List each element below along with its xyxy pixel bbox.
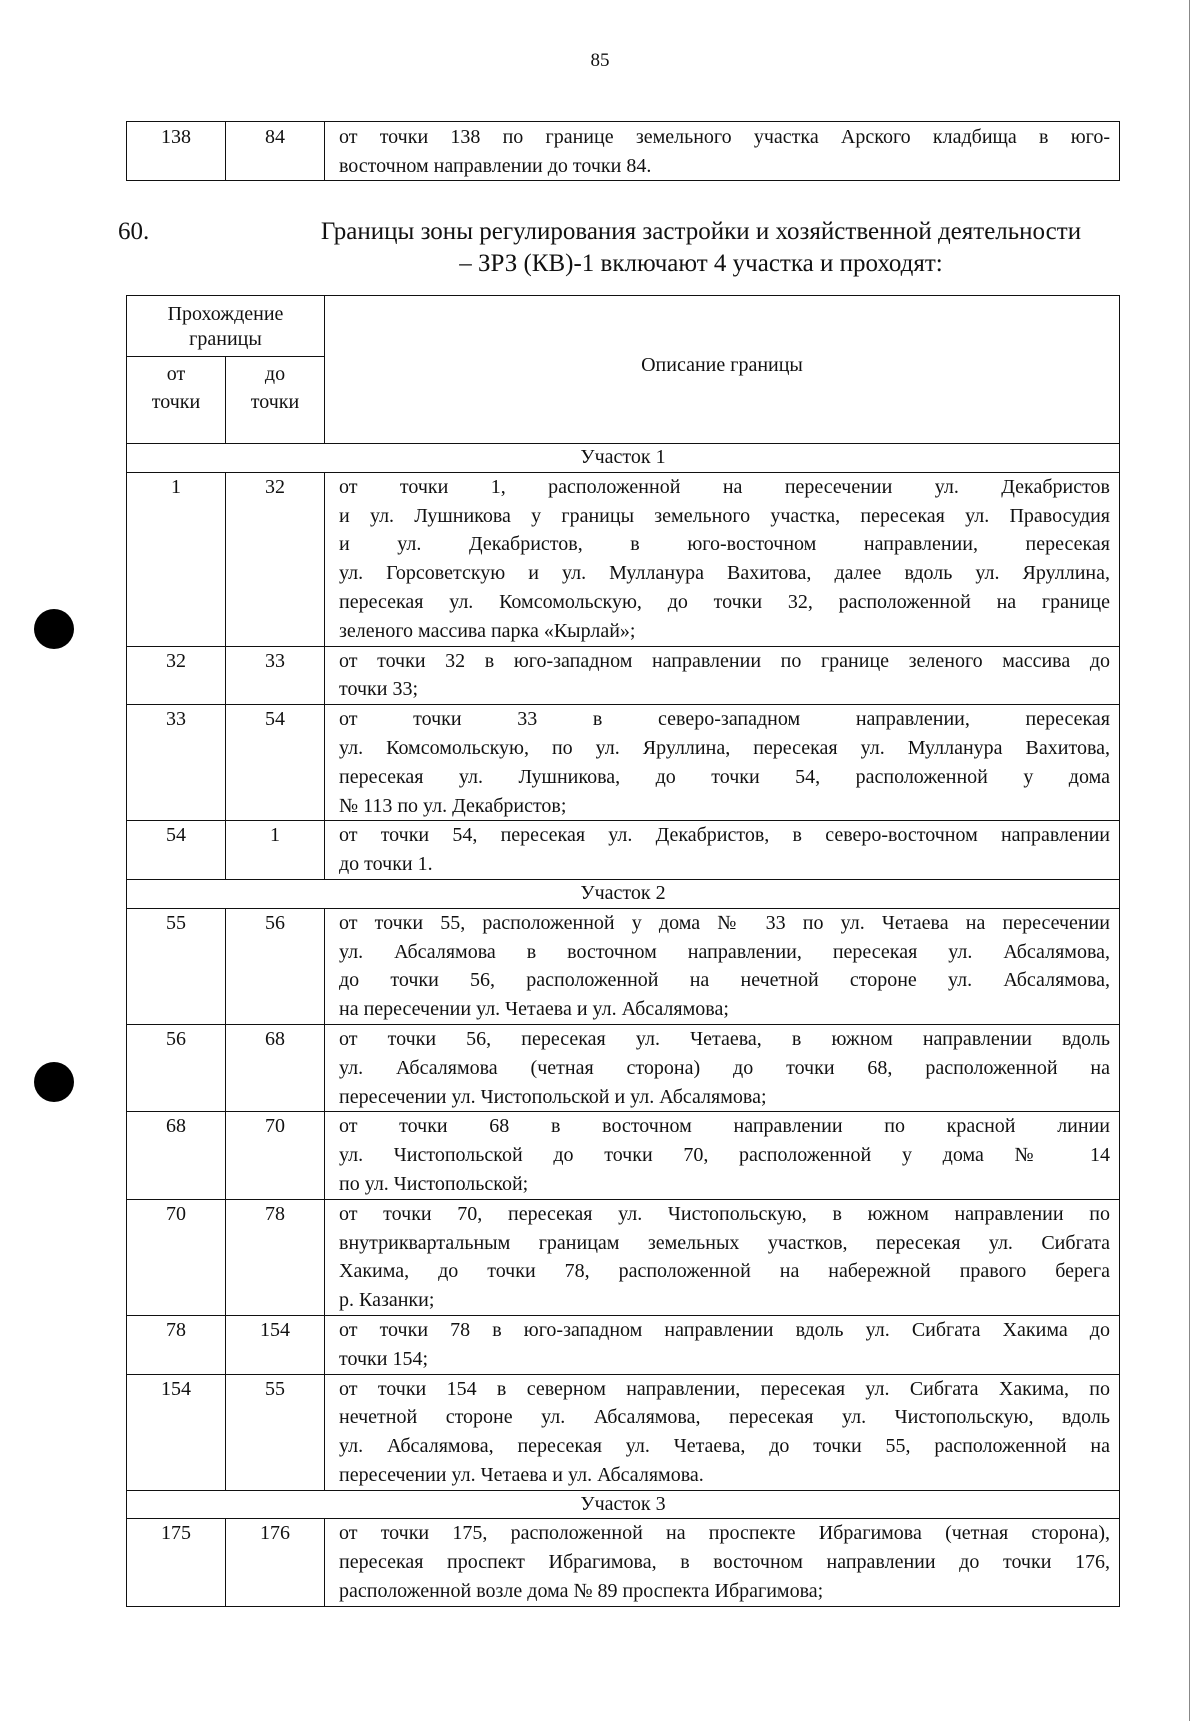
from-point-cell: 154: [127, 1374, 226, 1490]
description-line: от точки 55, расположенной у дома № 33 по ул. Четаева на пересечении: [339, 911, 1110, 934]
description-line: ул. Комсомольскую, по ул. Яруллина, пересекая ул. Мулланура Вахитова,: [339, 736, 1110, 759]
description-line: до точки 1.: [339, 853, 433, 876]
description-line: до точки 56, расположенной на нечетной стороне ул. Абсалямова,: [339, 969, 1110, 992]
description-line: от точки 54, пересекая ул. Декабристов, в северо-восточном направлении: [339, 824, 1110, 847]
description-line: точки 33;: [339, 678, 418, 701]
description-line: от точки 33 в северо-западном направлении, пересекая: [339, 708, 1110, 731]
from-point-cell: 138: [127, 122, 226, 181]
header-group-cell: [127, 296, 325, 357]
table-row: [127, 1112, 1120, 1199]
description-line: от точки 175, расположенной на проспекте Ибрагимова (четная сторона),: [339, 1522, 1110, 1545]
to-point-cell: 68: [226, 1024, 325, 1111]
table-row: [127, 705, 1120, 821]
section-row: [127, 1490, 1120, 1519]
from-point-cell: 78: [127, 1315, 226, 1374]
description-line: № 113 по ул. Декабристов;: [339, 794, 567, 817]
to-point-cell: 33: [226, 646, 325, 705]
description-line: ул. Абсалямова в восточном направлении, пересекая ул. Абсалямова,: [339, 940, 1110, 963]
description-line: точки 154;: [339, 1347, 428, 1370]
section-title-line: – ЗРЗ (КВ)-1 включают 4 участка и проходят:: [459, 250, 943, 277]
to-point-cell: 1: [226, 821, 325, 880]
description-line: нечетной стороне ул. Абсалямова, пересекая ул. Чистопольскую, вдоль: [339, 1406, 1110, 1429]
header-text: Описание границы: [641, 353, 803, 376]
section-row: [127, 879, 1120, 908]
section-row: [127, 444, 1120, 473]
table-row: [127, 472, 1120, 646]
from-point-cell: 33: [127, 705, 226, 821]
description-line: пересечении ул. Четаева и ул. Абсалямова.: [339, 1463, 704, 1486]
to-point-cell: 55: [226, 1374, 325, 1490]
description-line: от точки 1, расположенной на пересечении ул. Декабристов: [339, 475, 1110, 498]
table-row: [127, 1519, 1120, 1606]
header-text: точки: [151, 390, 201, 413]
description-line: расположенной возле дома № 89 проспекта Ибрагимова;: [339, 1580, 824, 1603]
description-line: ул. Абсалямова, пересекая ул. Четаева, до точки 55, расположенной на: [339, 1435, 1110, 1458]
section-title-cell: Участок 3: [127, 1490, 1120, 1519]
from-point-cell: 32: [127, 646, 226, 705]
description-line: пересекая ул. Лушникова, до точки 54, расположенной у дома: [339, 765, 1110, 788]
description-cell: [325, 472, 1120, 646]
to-point-cell: 176: [226, 1519, 325, 1606]
to-point-cell: 84: [226, 122, 325, 181]
description-cell: [325, 1024, 1120, 1111]
table-row: [127, 821, 1120, 880]
table-row: [127, 1374, 1120, 1490]
from-point-cell: 56: [127, 1024, 226, 1111]
from-point-cell: 1: [127, 472, 226, 646]
description-line: от точки 32 в юго-западном направлении по границе зеленого массива до: [339, 649, 1110, 672]
description-cell: [325, 705, 1120, 821]
page-edge: [1189, 0, 1190, 1721]
description-line: от точки 68 в восточном направлении по красной линии: [339, 1115, 1110, 1138]
table-row: [127, 1024, 1120, 1111]
from-point-cell: 54: [127, 821, 226, 880]
punch-hole-mark: [34, 609, 74, 649]
header-text: от: [166, 363, 186, 385]
description-cell: [325, 646, 1120, 705]
description-cell: [325, 122, 1120, 181]
description-cell: [325, 1315, 1120, 1374]
header-to-cell: [226, 357, 325, 444]
to-point-cell: 56: [226, 908, 325, 1024]
section-number: 60.: [118, 218, 150, 245]
from-point-cell: 175: [127, 1519, 226, 1606]
description-cell: [325, 908, 1120, 1024]
description-cell: [325, 1374, 1120, 1490]
page-number: 85: [590, 50, 610, 71]
description-line: по ул. Чистопольской;: [339, 1172, 529, 1195]
punch-hole-mark: [34, 1062, 74, 1102]
description-line: от точки 154 в северном направлении, пересекая ул. Сибгата Хакима, по: [339, 1377, 1110, 1400]
description-line: от точки 56, пересекая ул. Четаева, в южном направлении вдоль: [339, 1027, 1110, 1050]
section-title-cell: Участок 2: [127, 879, 1120, 908]
table-body: [127, 444, 1120, 1607]
description-line: р. Казанки;: [339, 1289, 435, 1312]
description-line: пересечении ул. Чистопольской и ул. Абсалямова;: [339, 1085, 767, 1108]
description-line: от точки 138 по границе земельного участка Арского кладбища в юго-: [339, 126, 1110, 148]
header-text: точки: [250, 390, 300, 413]
header-text: Прохождение: [167, 303, 284, 325]
description-cell: [325, 1519, 1120, 1606]
description-line: зеленого массива парка «Кырлай»;: [339, 619, 636, 642]
description-line: внутриквартальным границам земельных участков, пересекая ул. Сибгата: [339, 1231, 1110, 1254]
table-row: [127, 646, 1120, 705]
description-line: ул. Горсоветскую и ул. Мулланура Вахитова, далее вдоль ул. Яруллина,: [339, 562, 1110, 585]
description-line: от точки 70, пересекая ул. Чистопольскую, в южном направлении по: [339, 1202, 1110, 1225]
description-line: ул. Абсалямова (четная сторона) до точки 68, расположенной на: [339, 1056, 1110, 1079]
section-heading: [118, 216, 1128, 280]
table-row: [127, 1315, 1120, 1374]
description-line: Хакима, до точки 78, расположенной на набережной правого берега: [339, 1260, 1110, 1283]
from-point-cell: 55: [127, 908, 226, 1024]
description-line: пересекая проспект Ибрагимова, в восточном направлении до точки 176,: [339, 1551, 1110, 1574]
description-cell: [325, 1199, 1120, 1315]
description-cell: [325, 821, 1120, 880]
description-line: от точки 78 в юго-западном направлении вдоль ул. Сибгата Хакима до: [339, 1318, 1110, 1341]
from-point-cell: 68: [127, 1112, 226, 1199]
section-title-line: Границы зоны регулирования застройки и хозяйственной деятельности: [320, 218, 1082, 245]
header-text: границы: [189, 327, 262, 350]
header-description-cell: [325, 296, 1120, 444]
to-point-cell: 70: [226, 1112, 325, 1199]
header-text: до: [264, 363, 286, 385]
table-row: [127, 122, 1120, 181]
header-row: [127, 296, 1120, 357]
to-point-cell: 154: [226, 1315, 325, 1374]
to-point-cell: 78: [226, 1199, 325, 1315]
description-line: ул. Чистопольской до точки 70, расположенной у дома № 14: [339, 1144, 1110, 1167]
table-row: [127, 908, 1120, 1024]
description-cell: [325, 1112, 1120, 1199]
header-from-cell: [127, 357, 226, 444]
description-line: и ул. Декабристов, в юго-восточном направлении, пересекая: [339, 533, 1110, 556]
to-point-cell: 32: [226, 472, 325, 646]
continuation-table: [126, 121, 1120, 181]
table-row: [127, 1199, 1120, 1315]
description-line: на пересечении ул. Четаева и ул. Абсалямова;: [339, 998, 729, 1021]
from-point-cell: 70: [127, 1199, 226, 1315]
section-title-cell: Участок 1: [127, 444, 1120, 473]
to-point-cell: 54: [226, 705, 325, 821]
description-line: восточном направлении до точки 84.: [339, 155, 652, 177]
boundary-table: [126, 295, 1120, 1607]
description-line: и ул. Лушникова у границы земельного участка, пересекая ул. Правосудия: [339, 504, 1110, 527]
description-line: пересекая ул. Комсомольскую, до точки 32, расположенной на границе: [339, 590, 1110, 613]
